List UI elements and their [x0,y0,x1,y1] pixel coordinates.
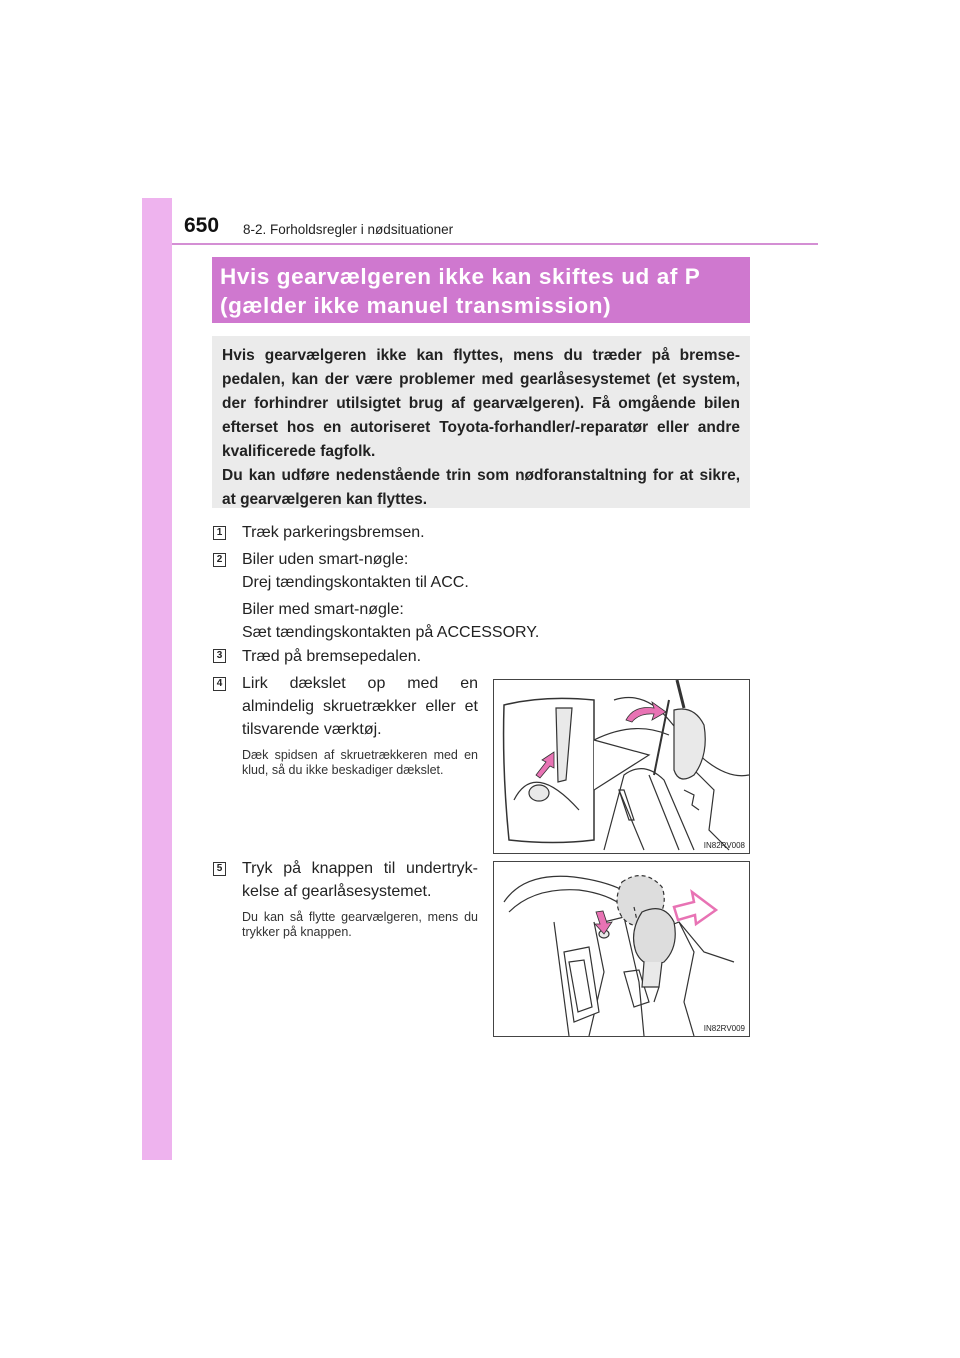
section-title-line2: (gælder ikke manuel transmission) [220,293,612,318]
step-number-5: 5 [213,862,226,876]
chapter-side-bar [142,198,172,1160]
step-2-line-4: Sæt tændingskontakten på ACCESSORY. [242,624,540,641]
step-2-line-1: Biler uden smart-nøgle: [242,551,409,568]
step-number-2: 2 [213,553,226,567]
step-4-note: Dæk spidsen af skruetrækkeren med en klud, så du ikke beskadiger dækslet. [242,748,478,777]
step-2-line-2: Drej tændingskontakten til ACC. [242,574,469,591]
figure-release-button [493,861,750,1037]
page-number: 650 [184,214,220,237]
step-number-1: 1 [213,526,226,540]
intro-box [212,336,750,508]
section-title-line1: Hvis gearvælgeren ikke kan skiftes ud af P [220,264,701,289]
illustration-screwdriver-cover [494,680,749,853]
step-number-4: 4 [213,677,226,691]
step-number-3: 3 [213,649,226,663]
figure-pry-cover [493,679,750,854]
step-4-text: Lirk dækslet op med en almindelig skruetrækker eller et tilsvarende værktøj. [242,675,478,738]
figure-2-code: IN82RV009 [703,1024,745,1033]
step-5-text: Tryk på knappen til undertryk-kelse af gearlåsesystemet. [242,860,478,900]
intro-paragraph-1: Hvis gearvælgeren ikke kan flyttes, mens du træder på bremse-pedalen, kan der være problemer med gearlåsesystemet (et system, der forhindrer utilsigtet brug af gearvælgeren). Få omgående bilen efterset hos en autoriseret Toyota-forhandler/-reparatør eller andre kvalificerede fagfolk. [222,347,740,460]
chapter-title: 8-2. Forholdsregler i nødsituationer [243,222,454,237]
step-3-text: Træd på bremsepedalen. [242,648,422,665]
illustration-shift-lock-button [494,862,749,1036]
figure-1-code: IN82RV008 [703,841,745,850]
intro-paragraph-2: Du kan udføre nedenstående trin som nødforanstaltning for at sikre, at gearvælgeren kan flyttes. [222,467,740,508]
step-5-note: Du kan så flytte gearvælgeren, mens du trykker på knappen. [242,910,478,939]
header-rule [172,243,818,245]
section-title [212,257,750,323]
step-1-text: Træk parkeringsbremsen. [242,524,425,541]
step-2-line-3: Biler med smart-nøgle: [242,601,404,618]
